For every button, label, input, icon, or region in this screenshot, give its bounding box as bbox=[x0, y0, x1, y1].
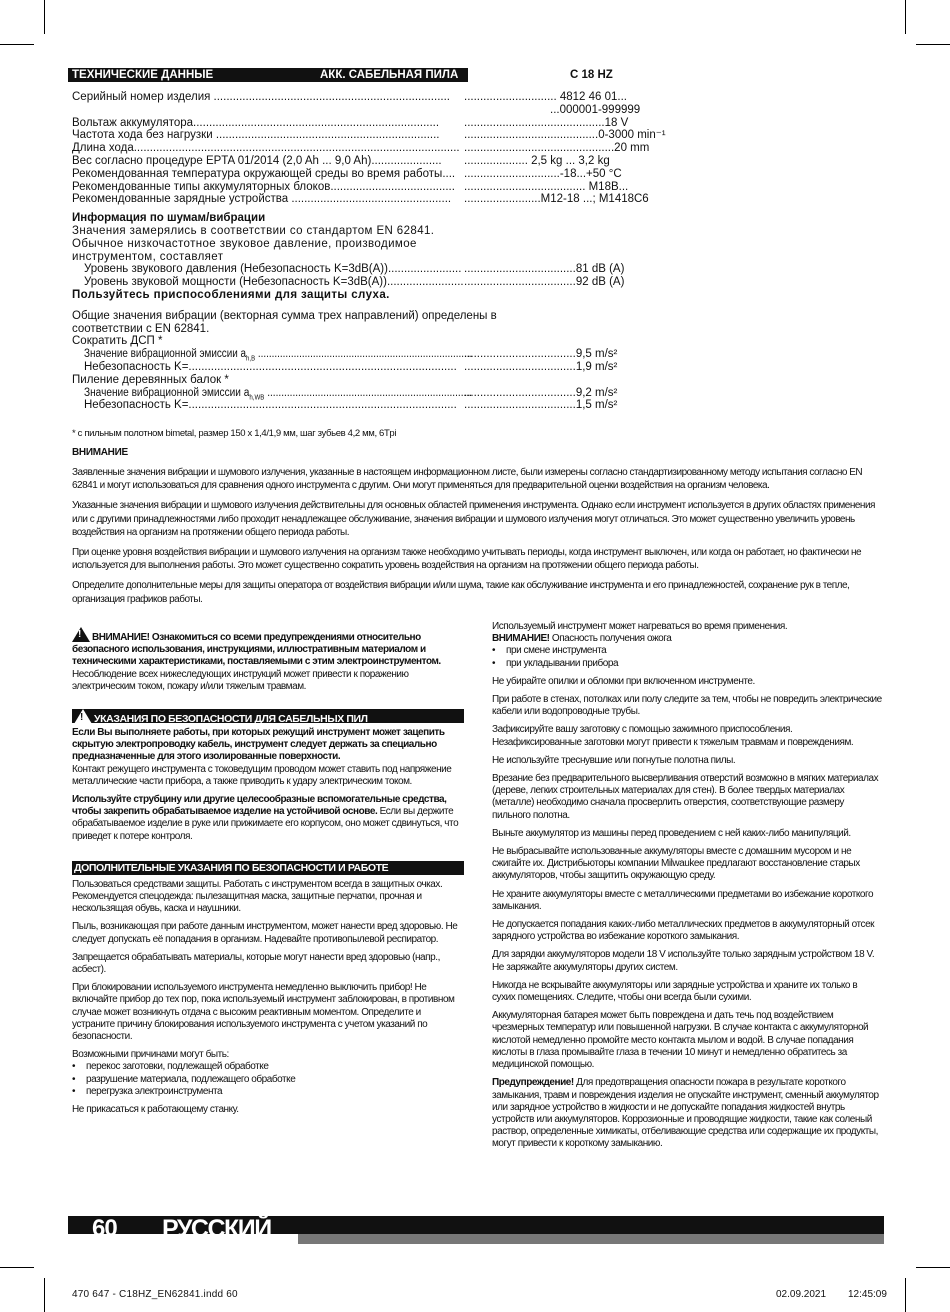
spec-row bbox=[72, 104, 647, 117]
saw-safety-paragraph: Используйте струбцину или другие целесообразные вспомогательные средства, чтобы закрепить обрабатываемое изделие на устойчивой основе. Если вы держите обрабатываемое изделие в руке или прижимаете его корпусом, оно может сдвинуться, что приведет к потере контроля. bbox=[72, 794, 459, 842]
noise-text bbox=[72, 238, 647, 251]
noise-text bbox=[72, 225, 647, 238]
spec-row bbox=[72, 142, 650, 155]
vibration-intro-line: соответствии с EN 62841. bbox=[72, 322, 210, 335]
right-paragraph: Выньте аккумулятор из машины перед проведением с ней каких-либо манипуляций. bbox=[492, 827, 851, 839]
footer-date: 02.09.2021 bbox=[776, 1289, 827, 1300]
noise-pressure bbox=[72, 263, 647, 276]
spec-label: Рекомендованные зарядные устройства .................................................. bbox=[72, 193, 452, 206]
vibration-cut-label: Пиление деревянных балок * bbox=[72, 373, 229, 386]
footer-file: 470 647 - C18HZ_EN62841.indd 60 bbox=[72, 1289, 238, 1300]
attention-block bbox=[72, 466, 882, 606]
attention-paragraph: Заявленные значения вибрации и шумового излучения, указанные в настоящем информационном листе, были измерены согласно стандартизированному методу испытания согласно EN 62841 и могут использоваться для сравнения одного инструмента с другим. Они могут применяться для предварительной оценки воздействия на организм человека. bbox=[72, 467, 863, 492]
noise-power-value: ...................................92 dB (A) bbox=[464, 276, 625, 289]
additional-safety-bar: ДОПОЛНИТЕЛЬНЫЕ УКАЗАНИЯ ПО БЕЗОПАСНОСТИ И РАБОТЕ bbox=[72, 861, 464, 875]
crop-mark bbox=[916, 44, 950, 45]
list-item: • разрушение материала, подлежащего обработке bbox=[72, 1074, 464, 1086]
vibration-uncertainty bbox=[72, 399, 647, 412]
vibration-emission-label: Значение вибрационной эмиссии $a_{h,B}$ .............................................................................. bbox=[84, 348, 473, 363]
noise-protect-text: Пользуйтесь приспособлениями для защиты слуха. bbox=[72, 288, 390, 301]
right-column bbox=[492, 621, 882, 1157]
right-paragraph: Не используйте треснувшие или погнутые полотна пилы. bbox=[492, 754, 736, 766]
spec-row bbox=[72, 129, 666, 142]
vibration-emission-label: Значение вибрационной эмиссии $a_{h,WB}$ ......................................................................... bbox=[84, 386, 472, 401]
list-item: • при укладывании прибора bbox=[492, 658, 882, 670]
spec-value: ...............................................20 mm bbox=[464, 142, 650, 155]
causes-list bbox=[72, 1061, 464, 1098]
right-paragraph: Для зарядки аккумуляторов модели 18 V используйте только зарядным устройством 18 V. Не заряжайте аккумуляторы других систем. bbox=[492, 949, 875, 973]
saw-safety-paragraph: Если Вы выполняете работы, при которых режущий инструмент может зацепить скрытую электропроводку кабель, инструмент следует держать за специально предназначенные для этого изолированные поверхности. Контакт режущего инструмента с токоведущим проводом может ставить под напряжение металлические части прибора, а также приводить к удару электрическим током. bbox=[72, 727, 452, 787]
right-paragraph: ВНИМАНИЕ! Опасность получения ожога bbox=[492, 633, 672, 645]
crop-mark bbox=[905, 1278, 906, 1312]
left-column bbox=[72, 627, 464, 1122]
vibration-cut bbox=[72, 374, 647, 387]
noise-line: инструментом, составляет bbox=[72, 250, 224, 263]
vibration-intro bbox=[72, 323, 647, 336]
spec-row bbox=[72, 193, 647, 206]
right-paragraph: Не убирайте опилки и обломки при включенном инструменте. bbox=[492, 675, 755, 687]
vibration-footnote: * с пильным полотном bimetal, размер 150 x 1,4/1,9 мм, шаг зубьев 4,2 мм, 6Tpi bbox=[72, 428, 397, 439]
vibration-intro-line: Общие значения вибрации (векторная сумма трех направлений) определены в bbox=[72, 309, 497, 322]
list-item: • при смене инструмента bbox=[492, 645, 882, 657]
right-paragraph: При работе в стенах, потолках или полу следите за тем, чтобы не повредить электрические кабели или водопроводные трубы. bbox=[492, 694, 882, 718]
spec-label: Рекомендованные типы аккумуляторных блоков....................................... bbox=[72, 180, 455, 193]
right-paragraph: Не выбрасывайте использованные аккумуляторы вместе с домашним мусором и не сжигайте их. Дистрибьюторы компании Milwaukee предлагают восстановление старых аккумуляторов, чтобы защитить окружающую среду. bbox=[492, 846, 860, 882]
right-paragraph: Никогда не вскрывайте аккумуляторы или зарядные устройства и храните их только в сухих помещениях. Следите, чтобы они всегда были сухими. bbox=[492, 979, 858, 1004]
vibration-uncertainty-label: Небезопасность K=.................................................................................... bbox=[84, 360, 457, 373]
noise-pressure-value: ...................................81 dB (A) bbox=[464, 263, 625, 276]
spec-value: ...................................... M18B... bbox=[464, 180, 629, 193]
spec-label: Вольтаж аккумулятора............................................................................. bbox=[72, 116, 440, 129]
general-warning: ! ВНИМАНИЕ! Ознакомиться со всеми предупреждениями относительно безопасного использования, инструкциями, иллюстративным материалом и техническими характеристиками, поставляемыми с этим электроинструментом. Несоблюдение всех нижеследующих инструкций может привести к поражению электрическим током, пожару и/или тяжелым травмам. bbox=[72, 629, 441, 692]
noise-text bbox=[72, 251, 647, 264]
spec-value: .................... 2,5 kg ... 3,2 kg bbox=[464, 154, 610, 167]
crop-mark bbox=[0, 44, 34, 45]
spec-row bbox=[72, 155, 647, 168]
attention-paragraph: Указанные значения вибрации и шумового излучения действительны для основных областей применения инструмента. Однако если инструмент используется в других областях применения или с другими принадлежностями либо проходит ненадлежащее обслуживание, значения вибрации и шумового излучения могут отличаться. Это может существенно увеличить уровень воздействия на организм на протяжении общего периода работы. bbox=[72, 500, 875, 538]
additional-paragraph: Пользоваться средствами защиты. Работать с инструментом всегда в защитных очках. Рекомендуется спецодежда: пылезащитная маска, защитные перчатки, прочная и нескользящая обувь, каска и наушники. bbox=[72, 878, 443, 915]
crop-mark bbox=[44, 0, 45, 34]
spec-table bbox=[72, 91, 666, 412]
vibration-uncertainty-value: ...................................1,9 m/s² bbox=[464, 360, 618, 373]
vibration-emission bbox=[72, 348, 647, 361]
additional-paragraph: Пыль, возникающая при работе данным инструментом, может нанести вред здоровью. Не следует допускать её попадания в организм. Надевайте противопылевой респиратор. bbox=[72, 921, 458, 945]
vibration-uncertainty bbox=[72, 361, 647, 374]
noise-line: Обычное низкочастотное звуковое давление, производимое bbox=[72, 237, 417, 250]
spec-row bbox=[72, 181, 647, 194]
crop-mark bbox=[916, 1267, 950, 1268]
spec-value: ..........................................0-3000 min⁻¹ bbox=[464, 129, 666, 142]
header-model: C 18 HZ bbox=[570, 69, 613, 81]
crop-mark bbox=[0, 1267, 34, 1268]
spec-label: Длина хода...................................................................................................... bbox=[72, 142, 460, 155]
page-number: 60 bbox=[92, 1215, 117, 1242]
spec-label: Серийный номер изделия .......................................................................... bbox=[72, 91, 450, 103]
vibration-emission bbox=[72, 387, 647, 400]
noise-section bbox=[72, 212, 647, 225]
vibration-intro bbox=[72, 310, 647, 323]
additional-paragraph: При блокировании используемого инструмента немедленно выключить прибор! Не включайте прибор до тех пор, пока используемый инструмент заблокирован, в противном случае может возникнуть отдача с высоким реактивным моментом. Определите и устраните причину блокирования используемого инструмента с учетом указаний по безопасности. bbox=[72, 982, 455, 1043]
spec-label: Рекомендованная температура окружающей среды во время работы.... bbox=[72, 167, 456, 180]
spec-label: Частота хода без нагрузки ...................................................................... bbox=[72, 129, 440, 142]
right-paragraph: Используемый инструмент может нагреваться во время применения. bbox=[492, 621, 788, 632]
right-paragraph: Врезание без предварительного высверливания отверстий возможно в мягких материалах (дереве, легких строительных материалах для стен). В более твердых материалах (металле) необходимо сначала просверлить отверстия, соответствующие размеру пильного полотна. bbox=[492, 773, 879, 821]
header-section: ТЕХНИЧЕСКИЕ ДАННЫЕ bbox=[72, 69, 214, 81]
spec-row bbox=[72, 117, 647, 130]
right-paragraph: Аккумуляторная батарея может быть повреждена и дать течь под воздействием чрезмерных температур или повышенной нагрузки. В случае контакта с аккумуляторной кислотой немедленно промойте место контакта мылом и водой. В случае попадания кислоты в глаза промывайте глаза в течении 10 минут и немедленно обратитесь за медицинской помощью. bbox=[492, 1010, 869, 1071]
spec-value: ........................M12-18 ...; M1418C6 bbox=[464, 193, 649, 206]
warning-icon: ! bbox=[72, 627, 90, 642]
spec-row bbox=[72, 91, 647, 104]
vibration-cut bbox=[72, 335, 647, 348]
attention-title: ВНИМАНИЕ bbox=[72, 447, 128, 458]
footer-language: РУССКИЙ bbox=[162, 1215, 271, 1243]
header-product: АКК. САБЕЛЬНАЯ ПИЛА bbox=[320, 69, 459, 81]
noise-title: Информация по шумам/вибрации bbox=[72, 212, 266, 225]
spec-value: ..............................-18...+50 °C bbox=[464, 167, 622, 180]
noise-line: Значения замерялись в соответствии со стандартом EN 62841. bbox=[72, 224, 435, 237]
attention-paragraph: При оценке уровня воздействия вибрации и шумового излучения на организм также необходимо учитывать периоды, когда инструмент выключен, или когда он работает, но фактически не используется для выполнения работы. Это может существенно сократить уровень воздействия на организм на протяжении общего периода работы. bbox=[72, 547, 862, 572]
additional-paragraph: Запрещается обрабатывать материалы, которые могут нанести вред здоровью (напр., асбест). bbox=[72, 951, 440, 976]
spec-row bbox=[72, 168, 647, 181]
vibration-cut-label: Сократить ДСП * bbox=[72, 335, 163, 348]
right-paragraph: Не храните аккумуляторы вместе с металлическими предметами во избежание короткого замыкания. bbox=[492, 888, 874, 912]
spec-value: ............................................18 V bbox=[464, 116, 629, 129]
attention-paragraph: Определите дополнительные меры для защиты оператора от воздействия вибрации и/или шума, такие как обслуживание инструмента и его принадлежностей, сохранение рук в тепле, организация графиков работы. bbox=[72, 580, 850, 605]
footer-time: 12:45:09 bbox=[848, 1289, 887, 1300]
additional-paragraph: Не прикасаться к работающему станку. bbox=[72, 1104, 239, 1116]
crop-mark bbox=[905, 0, 906, 34]
vibration-uncertainty-value: ...................................1,5 m/s² bbox=[464, 399, 618, 412]
crop-mark bbox=[44, 1278, 45, 1312]
vibration-emission-value: ...................................9,5 m/s² bbox=[464, 348, 618, 361]
spec-label: Вес согласно процедуре EPTA 01/2014 (2,0 Ah ... 9,0 Ah)...................... bbox=[72, 154, 442, 167]
noise-pressure-label: Уровень звукового давления (Небезопасность K=3dB(A))....................... bbox=[84, 263, 462, 276]
additional-paragraph: Возможными причинами могут быть: bbox=[72, 1049, 229, 1061]
right-paragraph: Предупреждение! Для предотвращения опасности пожара в результате короткого замыкания, травм и повреждения изделия не опускайте инструмент, сменный аккумулятор или зарядное устройство в жидкости и не допускайте попадания жидкостей внутрь устройств или аккумуляторов. Коррозионные и проводящие жидкости, такие как соленый раствор, определенные химикаты, отбеливающие средства или содержащие их продукты, могут привести к короткому замыканию. bbox=[492, 1077, 879, 1150]
footer-gray-bar bbox=[298, 1234, 884, 1244]
noise-protect bbox=[72, 289, 647, 302]
list-item: • перекос заготовки, подлежащей обработке bbox=[72, 1061, 464, 1073]
noise-power bbox=[72, 276, 647, 289]
right-paragraph: Зафиксируйте вашу заготовку с помощью зажимного приспособления. Незафиксированные заготовки могут привести к тяжелым травмам и повреждениям. bbox=[492, 724, 854, 748]
burn-list bbox=[492, 645, 882, 669]
right-paragraph: Не допускается попадания каких-либо металлических предметов в аккумуляторный отсек зарядного устройства во избежание короткого замыкания. bbox=[492, 919, 875, 943]
spec-value: ............................. 4812 46 01... bbox=[464, 91, 627, 103]
vibration-emission-value: ...................................9,2 m/s² bbox=[464, 386, 618, 399]
saw-safety-bar: ! УКАЗАНИЯ ПО БЕЗОПАСНОСТИ ДЛЯ САБЕЛЬНЫХ ПИЛ bbox=[72, 709, 464, 723]
noise-power-label: Уровень звуковой мощности (Небезопасность K=3dB(A))........................ bbox=[84, 276, 464, 289]
vibration-uncertainty-label: Небезопасность K=.................................................................................... bbox=[84, 399, 457, 412]
spec-value: ...000001-999999 bbox=[550, 103, 641, 116]
list-item: • перегрузка электроинструмента bbox=[72, 1086, 464, 1098]
warning-icon: ! bbox=[74, 709, 92, 724]
